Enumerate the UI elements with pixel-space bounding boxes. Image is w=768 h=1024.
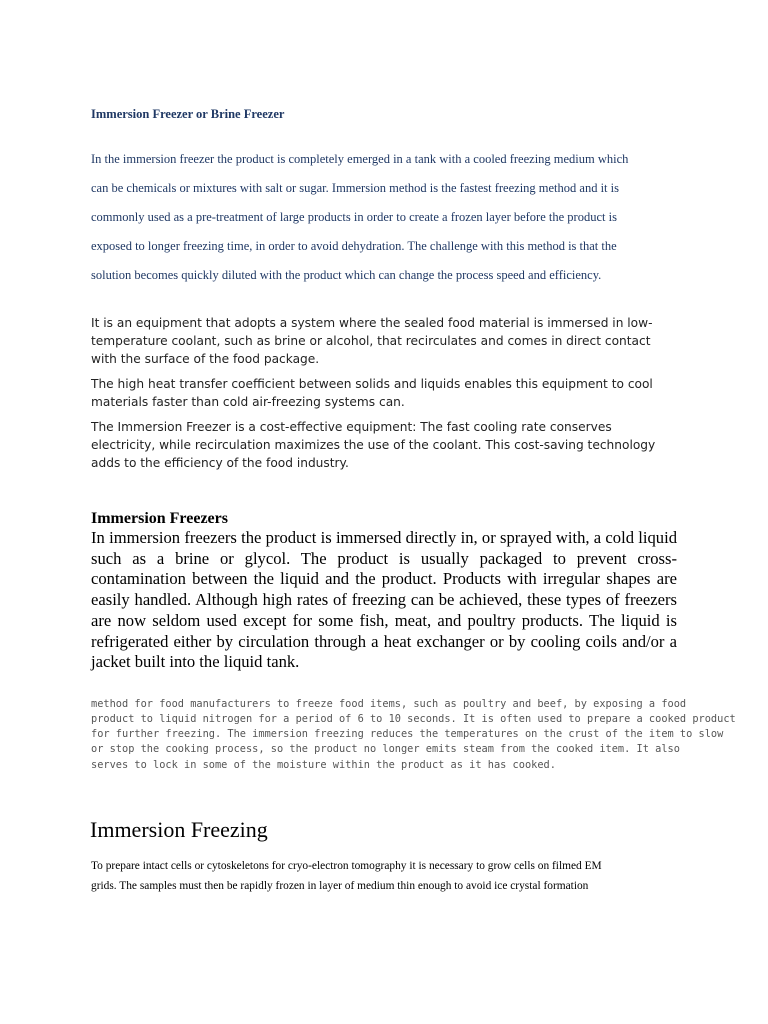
brine-freezer-heading: Immersion Freezer or Brine Freezer <box>91 107 285 121</box>
nitrogen-paragraph-line: serves to lock in some of the moisture within the product as it has cooked. <box>91 759 556 771</box>
brine-paragraph-line: can be chemicals or mixtures with salt or sugar. Immersion method is the fastest freezing method and it is <box>91 181 619 195</box>
cost-effective-paragraph-line: adds to the efficiency of the food industry. <box>91 456 349 470</box>
immersion-freezers-paragraph: In immersion freezers the product is immersed directly in, or sprayed with, a cold liquid such as a brine or glycol. The product is usually packaged to prevent cross-contamination between the liquid and the product. Products with irregular shapes are easily handled. Although high rates of freezing can be achieved, these types of freezers are now seldom used except for some fish, meat, and poultry products. The liquid is refrigerated either by circulation through a heat exchanger or by cooling coils and/or a jacket built into the liquid tank. <box>91 528 677 672</box>
freezing-paragraph-line: grids. The samples must then be rapidly frozen in layer of medium thin enough to avoid ice crystal formation <box>91 880 589 892</box>
brine-paragraph-line: commonly used as a pre-treatment of large products in order to create a frozen layer before the product is <box>91 210 617 224</box>
nitrogen-paragraph-line: product to liquid nitrogen for a period of 6 to 10 seconds. It is often used to prepare a cooked product <box>91 713 736 725</box>
cost-effective-paragraph-line: electricity, while recirculation maximizes the use of the coolant. This cost-saving technology <box>91 438 656 452</box>
nitrogen-paragraph-line: for further freezing. The immersion freezing reduces the temperatures on the crust of the item to slow <box>91 728 724 740</box>
heat-transfer-paragraph-line: materials faster than cold air-freezing systems can. <box>91 395 405 409</box>
immersion-freezing-heading: Immersion Freezing <box>90 817 268 842</box>
brine-paragraph-line: solution becomes quickly diluted with the product which can change the process speed and efficiency. <box>91 268 602 282</box>
immersion-freezers-heading: Immersion Freezers <box>91 510 228 527</box>
equipment-paragraph-line: It is an equipment that adopts a system where the sealed food material is immersed in low- <box>91 316 653 330</box>
nitrogen-paragraph-line: or stop the cooking process, so the product no longer emits steam from the cooked item. It also <box>91 743 680 755</box>
brine-paragraph-line: In the immersion freezer the product is completely emerged in a tank with a cooled freezing medium which <box>91 152 629 166</box>
freezing-paragraph-line: To prepare intact cells or cytoskeletons for cryo-electron tomography it is necessary to grow cells on filmed EM <box>91 860 602 872</box>
cost-effective-paragraph-line: The Immersion Freezer is a cost-effective equipment: The fast cooling rate conserves <box>91 420 612 434</box>
nitrogen-paragraph-line: method for food manufacturers to freeze food items, such as poultry and beef, by exposing a food <box>91 698 687 710</box>
brine-paragraph-line: exposed to longer freezing time, in order to avoid dehydration. The challenge with this method is that the <box>91 239 617 253</box>
equipment-paragraph-line: with the surface of the food package. <box>91 352 320 366</box>
equipment-paragraph-line: temperature coolant, such as brine or alcohol, that recirculates and comes in direct contact <box>91 334 651 348</box>
heat-transfer-paragraph-line: The high heat transfer coefficient between solids and liquids enables this equipment to cool <box>91 377 653 391</box>
